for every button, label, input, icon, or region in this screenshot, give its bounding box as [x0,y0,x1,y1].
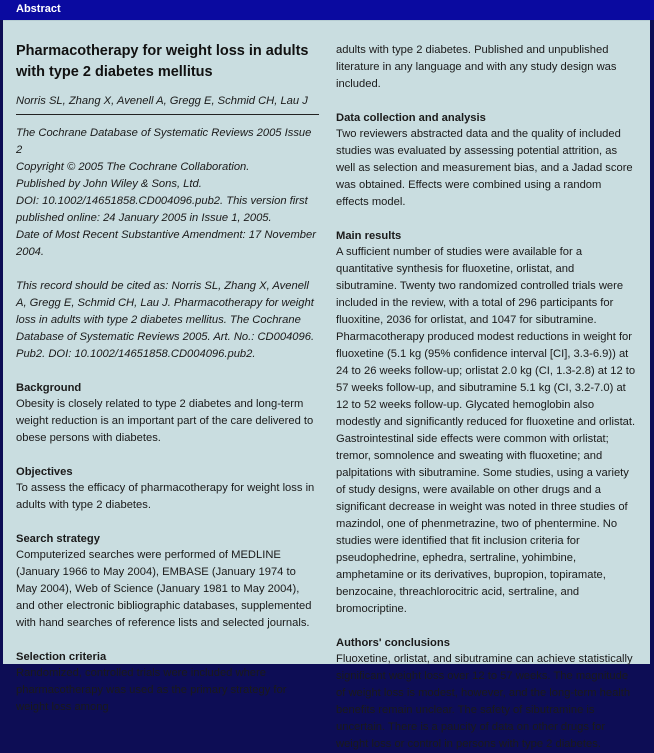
right-column [336,21,636,753]
publication-info-line: Published by John Wiley & Sons, Ltd. [16,178,202,190]
publication-info-line: The Cochrane Database of Systematic Reviews 2005 Issue 2 [16,127,312,156]
section-body: Fluoxetine, orlistat, and sibutramine can achieve statistically significant weight loss over 12 to 57 weeks. The magnitude of weight loss is modest, however, and the long-term health benefits remain unclear. The safety of sibutramine is uncertain. There is a paucity of data on other drugs for weight loss or control in persons with type 2 diabetes. [336,653,633,750]
section-body: Obesity is closely related to type 2 diabetes and long-term weight reduction is an important part of the care delivered to obese persons with diabetes. [16,398,314,444]
section-body: Computerized searches were performed of MEDLINE (January 1966 to May 2004), EMBASE (January 1974 to May 2004), Web of Science (January 1981 to May 2004), and other electronic bibliographic databases, supplemented with hand searches of reference lists and selected journals. [16,549,312,629]
section-body: Two reviewers abstracted data and the quality of included studies was evaluated by assessing potential attrition, as well as selection and measurement bias, and a Jadad score was obtained. Effects were combined using a random effects model. [336,128,633,208]
section-body: To assess the efficacy of pharmacotherapy for weight loss in adults with type 2 diabetes. [16,482,315,511]
section-heading: Main results [336,230,402,242]
section-data-collection [336,110,636,211]
left-column [16,21,316,716]
publication-info [16,125,316,261]
section-background [16,380,316,447]
section-objectives [16,464,316,514]
article-title: Pharmacotherapy for weight loss in adults with type 2 diabetes mellitus [16,43,309,80]
section-selection-criteria [16,649,316,716]
section-heading: Objectives [16,466,73,478]
publication-info-line: Copyright © 2005 The Cochrane Collaboration. [16,161,250,173]
abstract-header-label: Abstract [16,3,61,15]
abstract-header [0,0,654,20]
section-heading: Authors' conclusions [336,637,450,649]
section-main-results [336,228,636,618]
section-heading: Selection criteria [16,651,107,663]
article-authors: Norris SL, Zhang X, Avenell A, Gregg E, Schmid CH, Lau J [16,93,319,115]
publication-info-line: DOI: 10.1002/14651858.CD004096.pub2. This version first published online: 24 January 2005 in Issue 1, 2005. [16,195,308,224]
citation-note: This record should be cited as: Norris SL, Zhang X, Avenell A, Gregg E, Schmid CH, Lau J. Pharmacotherapy for weight loss in adults with type 2 diabetes mellitus. The Cochrane Database of Systematic Reviews 2005. Art. No.: CD004096. Pub2. DOI: 10.1002/14651858.CD004096.pub2. [16,280,315,360]
section-authors-conclusions [336,635,636,753]
section-body: A sufficient number of studies were available for a quantitative synthesis for fluoxetine, orlistat, and sibutramine. Twenty two randomized controlled trials were included in the review, with a total of 296 participants for fluoxitine, 2036 for orlistat, and 1047 for sibutramine. Pharmacotherapy produced modest reductions in weight for fluoxetine (5.1 kg (95% confidence interval [CI], 3.3-6.9)) at 24 to 26 weeks follow-up; orlistat 2.0 kg (CI, 1.3-2.8) at 12 to 57 weeks follow-up, and sibutramine 5.1 kg (CI, 3.2-7.0) at 12 to 52 weeks follow-up. Glycated hemoglobin also modestly and significantly reduced for fluoxetine and orlistat. Gastrointestinal side effects were common with orlistat; tremor, somnolence and sweating with fluoxetine; and palpitations with sibutramine. Some studies, using a variety of study designs, were available on other drugs and a significant decrease in weight was noted in three studies of mazindol, one of phenmetrazine, two of phentermine. No studies were identified that fit inclusion criteria for pseudophedrine, ephedra, sertraline, yohimbine, amphetamine or its derivatives, bupropion, topiramate, benzocaine, threachlorocitric acid, sertraline, and bromocriptine. [336,246,636,615]
abstract-panel [3,20,650,750]
selection-criteria-continued: adults with type 2 diabetes. Published and unpublished literature in any language and with any study design was included. [336,44,617,90]
section-heading: Data collection and analysis [336,112,486,124]
section-search-strategy [16,531,316,632]
section-heading: Search strategy [16,533,100,545]
publication-info-line: Date of Most Recent Substantive Amendment: 17 November 2004. [16,229,316,258]
section-heading: Background [16,382,82,394]
section-body: Randomized, controlled trials were included where pharmacotherapy was used as the primary strategy for weight loss among [16,667,287,713]
